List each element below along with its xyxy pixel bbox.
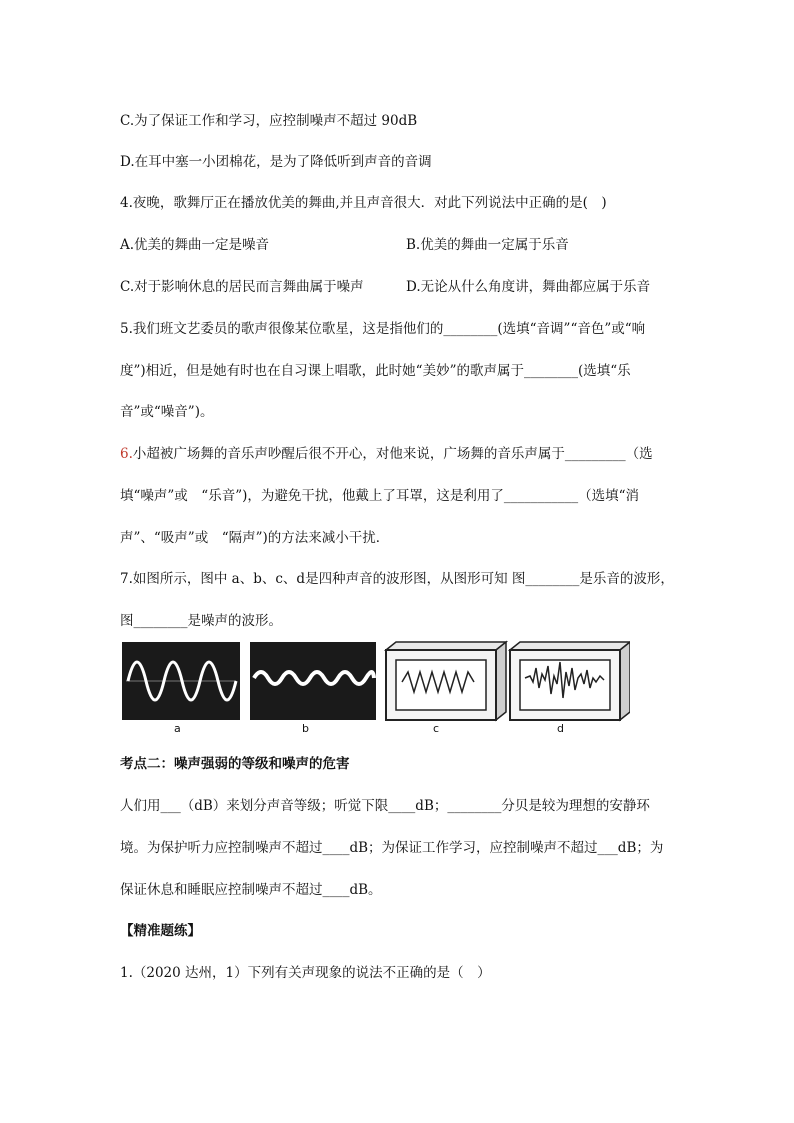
practice-heading: 【精准题练】: [120, 923, 201, 939]
question-6-line-3: 声”、“吸声”或 “隔声”)的方法来减小干扰．: [120, 530, 390, 546]
knowledge-line-2: 境。为保护听力应控制噪声不超过____dB；为保证工作学习，应控制噪声不超过___dB；为: [120, 840, 664, 856]
question-5-line-3: 音”或“噪音”)。: [120, 404, 214, 420]
question-7-line-1: 7.如图所示，图中 a、b、c、d是四种声音的波形图，从图形可知 图________是乐音的波形，: [120, 571, 674, 587]
option-a-q4: A.优美的舞曲一定是噪音: [120, 237, 270, 253]
caption-a: a: [174, 722, 181, 735]
question-5-line-2: 度”)相近，但是她有时也在自习课上唱歌，此时她“美妙”的歌声属于________(选填“乐: [120, 363, 631, 379]
waveform-d: [510, 642, 630, 720]
section-heading-2: 考点二：噪声强弱的等级和噪声的危害: [120, 756, 350, 772]
option-c-q3: C.为了保证工作和学习，应控制噪声不超过 90dB: [120, 113, 418, 129]
question-4: 4.夜晚，歌舞厅正在播放优美的舞曲,并且声音很大．对此下列说法中正确的是( ): [120, 195, 607, 211]
knowledge-line-3: 保证休息和睡眠应控制噪声不超过____dB。: [120, 882, 382, 898]
caption-c: c: [433, 722, 440, 735]
option-b-q4: B.优美的舞曲一定属于乐音: [406, 237, 569, 253]
option-row-ab: [120, 236, 269, 254]
knowledge-line-1: 人们用___（dB）来划分声音等级；听觉下限____dB；________分贝是较为理想的安静环: [120, 798, 650, 814]
waveform-c: [386, 642, 506, 720]
question-6-text: 小超被广场舞的音乐声吵醒后很不开心，对他来说，广场舞的音乐声属于_________（选: [132, 446, 653, 462]
question-7-line-2: 图________是噪声的波形。: [120, 613, 282, 629]
caption-b: b: [302, 722, 309, 735]
option-d-q3: D.在耳中塞一小团棉花，是为了降低听到声音的音调: [120, 154, 432, 170]
waveform-b: [250, 642, 376, 720]
waveform-figure: [120, 638, 630, 738]
option-c-q4: C.对于影响休息的居民而言舞曲属于噪声: [120, 279, 364, 295]
caption-d: d: [557, 722, 564, 735]
question-6-line-1: [120, 445, 653, 463]
practice-question-1: 1.（2020 达州，1）下列有关声现象的说法不正确的是（ ）: [120, 965, 491, 981]
question-6-line-2: 填“噪声”或 “乐音”)，为避免干扰，他戴上了耳罩，这是利用了___________（选填“消: [120, 488, 640, 504]
question-6-number: 6.: [120, 446, 133, 462]
waveform-a: [122, 642, 240, 720]
question-5-line-1: 5.我们班文艺委员的歌声很像某位歌星，这是指他们的________(选填“音调”“音色”或“响: [120, 321, 646, 337]
option-d-q4: D.无论从什么角度讲，舞曲都应属于乐音: [406, 279, 651, 295]
